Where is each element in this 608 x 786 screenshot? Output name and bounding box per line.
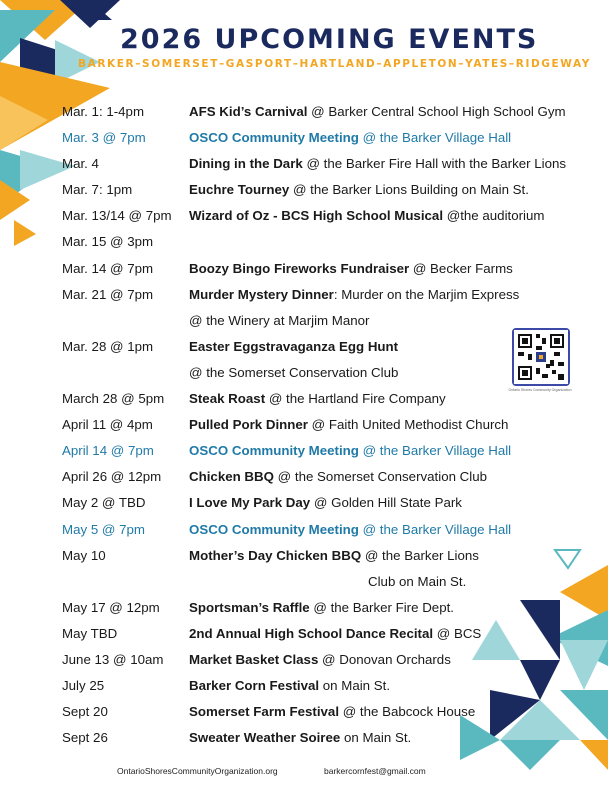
event-date: April 26 @ 12pm <box>62 469 162 485</box>
event-row <box>62 647 582 673</box>
event-name: Sweater Weather Soiree <box>189 730 341 746</box>
event-date: June 13 @ 10am <box>62 651 164 667</box>
event-name: Market Basket Class <box>189 651 319 667</box>
event-location: @the auditorium <box>443 208 545 224</box>
event-date: May 17 @ 12pm <box>62 599 160 615</box>
event-date: Mar. 3 @ 7pm <box>62 130 146 146</box>
event-location: @ the Barker Lions <box>361 547 479 563</box>
event-description <box>189 699 475 725</box>
event-name: I Love My Park Day <box>189 495 311 511</box>
event-description <box>368 569 466 595</box>
event-row <box>62 569 582 595</box>
event-name: Murder Mystery Dinner <box>189 286 334 302</box>
event-date: Mar. 1: 1-4pm <box>62 104 145 119</box>
event-date: Mar. 14 @ 7pm <box>62 260 154 276</box>
events-list <box>62 99 582 751</box>
event-name: Boozy Bingo Fireworks Fundraiser <box>189 260 410 276</box>
event-location: @ the Somerset Conservation Club <box>273 469 488 485</box>
event-name: Sportsman’s Raffle <box>189 599 310 615</box>
event-row <box>62 203 582 229</box>
event-name: Dining in the Dark <box>189 156 303 172</box>
event-location: @ the Barker Fire Hall with the Barker Lions <box>302 156 567 172</box>
event-date: Mar. 13/14 @ 7pm <box>62 208 172 224</box>
event-date: May TBD <box>62 625 118 641</box>
event-description <box>189 177 529 203</box>
event-row <box>62 177 582 203</box>
event-name: OSCO Community Meeting <box>189 443 359 459</box>
event-date: March 28 @ 5pm <box>62 391 165 407</box>
event-row <box>62 490 582 516</box>
event-name: Easter Eggstravaganza Egg Hunt <box>189 338 399 354</box>
event-row <box>62 673 582 699</box>
event-name: Euchre Tourney <box>189 182 290 198</box>
event-name: OSCO Community Meeting <box>189 130 359 146</box>
event-description <box>189 334 398 360</box>
email-link[interactable]: barkercornfest@gmail.com <box>324 766 426 776</box>
event-description <box>189 595 454 621</box>
event-row <box>62 308 582 334</box>
event-description <box>189 282 519 308</box>
event-name: OSCO Community Meeting <box>189 521 359 537</box>
event-date: Mar. 7: 1pm <box>62 182 133 198</box>
event-description <box>189 125 511 151</box>
event-description <box>189 203 544 229</box>
event-location: @ the Barker Village Hall <box>358 443 512 459</box>
qr-code[interactable] <box>512 328 570 386</box>
event-location: @ Golden Hill State Park <box>310 495 462 511</box>
event-location: on Main St. <box>340 730 412 746</box>
event-description <box>189 386 446 412</box>
event-row <box>62 99 582 125</box>
event-location: @ Becker Farms <box>409 260 513 276</box>
event-row <box>62 151 582 177</box>
event-date: July 25 <box>62 678 105 694</box>
event-description <box>189 360 398 386</box>
event-location: : Murder on the Marjim Express <box>333 286 520 302</box>
event-date: May 5 @ 7pm <box>62 521 145 537</box>
event-description <box>189 464 487 490</box>
event-date: April 11 @ 4pm <box>62 417 153 433</box>
event-date: May 10 <box>62 547 106 563</box>
towns-subtitle: BARKER–SOMERSET–GASPORT–HARTLAND–APPLETON–YATES–RIDGEWAY <box>78 58 591 70</box>
event-name: Somerset Farm Festival <box>189 704 340 720</box>
event-name: Barker Corn Festival <box>189 678 320 694</box>
qr-code-icon <box>514 330 568 384</box>
event-name: Mother’s Day Chicken BBQ <box>189 547 362 563</box>
event-row <box>62 621 582 647</box>
event-location: Club on Main St. <box>368 573 467 589</box>
event-description <box>189 490 462 516</box>
event-date: Mar. 28 @ 1pm <box>62 338 154 354</box>
qr-caption: Ontario Shores Community Organization <box>508 388 572 392</box>
event-description <box>189 517 511 543</box>
event-row <box>62 438 582 464</box>
event-description <box>189 673 390 699</box>
event-location: on Main St. <box>319 678 391 694</box>
event-row <box>62 595 582 621</box>
event-row <box>62 464 582 490</box>
event-name: Steak Roast <box>189 391 266 407</box>
page-title: 2026 UPCOMING EVENTS <box>120 24 539 55</box>
event-row <box>62 282 582 308</box>
event-row <box>62 334 582 360</box>
event-description <box>189 308 370 334</box>
event-row <box>62 699 582 725</box>
event-location: @ the Barker Lions Building on Main St. <box>289 182 529 198</box>
event-name: 2nd Annual High School Dance Recital <box>189 625 434 641</box>
event-date: Mar. 15 @ 3pm <box>62 234 154 250</box>
event-location: @ Barker Central School High School Gym <box>307 104 566 119</box>
event-description <box>189 256 513 282</box>
event-location: @ the Hartland Fire Company <box>265 391 446 407</box>
event-location: @ Faith United Methodist Church <box>307 417 509 433</box>
event-description <box>189 412 508 438</box>
event-row <box>62 412 582 438</box>
event-description <box>189 647 451 673</box>
event-name: Wizard of Oz - BCS High School Musical <box>189 208 444 224</box>
event-location: @ the Barker Fire Dept. <box>309 599 454 615</box>
event-date: May 2 @ TBD <box>62 495 146 511</box>
website-link[interactable]: OntarioShoresCommunityOrganization.org <box>117 766 278 776</box>
event-description <box>189 621 481 647</box>
event-row <box>62 229 582 255</box>
event-row <box>62 125 582 151</box>
event-date: Sept 20 <box>62 704 108 720</box>
event-date: Mar. 4 <box>62 156 99 172</box>
event-location: @ the Babcock House <box>339 704 476 720</box>
event-description <box>189 725 411 751</box>
event-name: Pulled Pork Dinner <box>189 417 308 433</box>
event-row <box>62 360 582 386</box>
event-row <box>62 543 582 569</box>
event-date: Sept 26 <box>62 730 108 746</box>
event-location: @ Donovan Orchards <box>318 651 451 667</box>
event-row <box>62 517 582 543</box>
event-description <box>189 99 566 125</box>
event-location: @ BCS <box>433 625 482 641</box>
event-name: Chicken BBQ <box>189 469 274 485</box>
event-name: AFS Kid’s Carnival <box>189 104 308 119</box>
event-row <box>62 725 582 751</box>
event-description <box>189 438 511 464</box>
event-row <box>62 386 582 412</box>
event-location: @ the Somerset Conservation Club <box>189 364 399 380</box>
event-date: Mar. 21 @ 7pm <box>62 286 154 302</box>
event-location: @ the Winery at Marjim Manor <box>189 312 370 328</box>
event-location: @ the Barker Village Hall <box>358 521 512 537</box>
event-description <box>189 543 479 569</box>
event-row <box>62 256 582 282</box>
event-location: @ the Barker Village Hall <box>358 130 512 146</box>
event-date: April 14 @ 7pm <box>62 443 154 459</box>
event-description <box>189 151 566 177</box>
